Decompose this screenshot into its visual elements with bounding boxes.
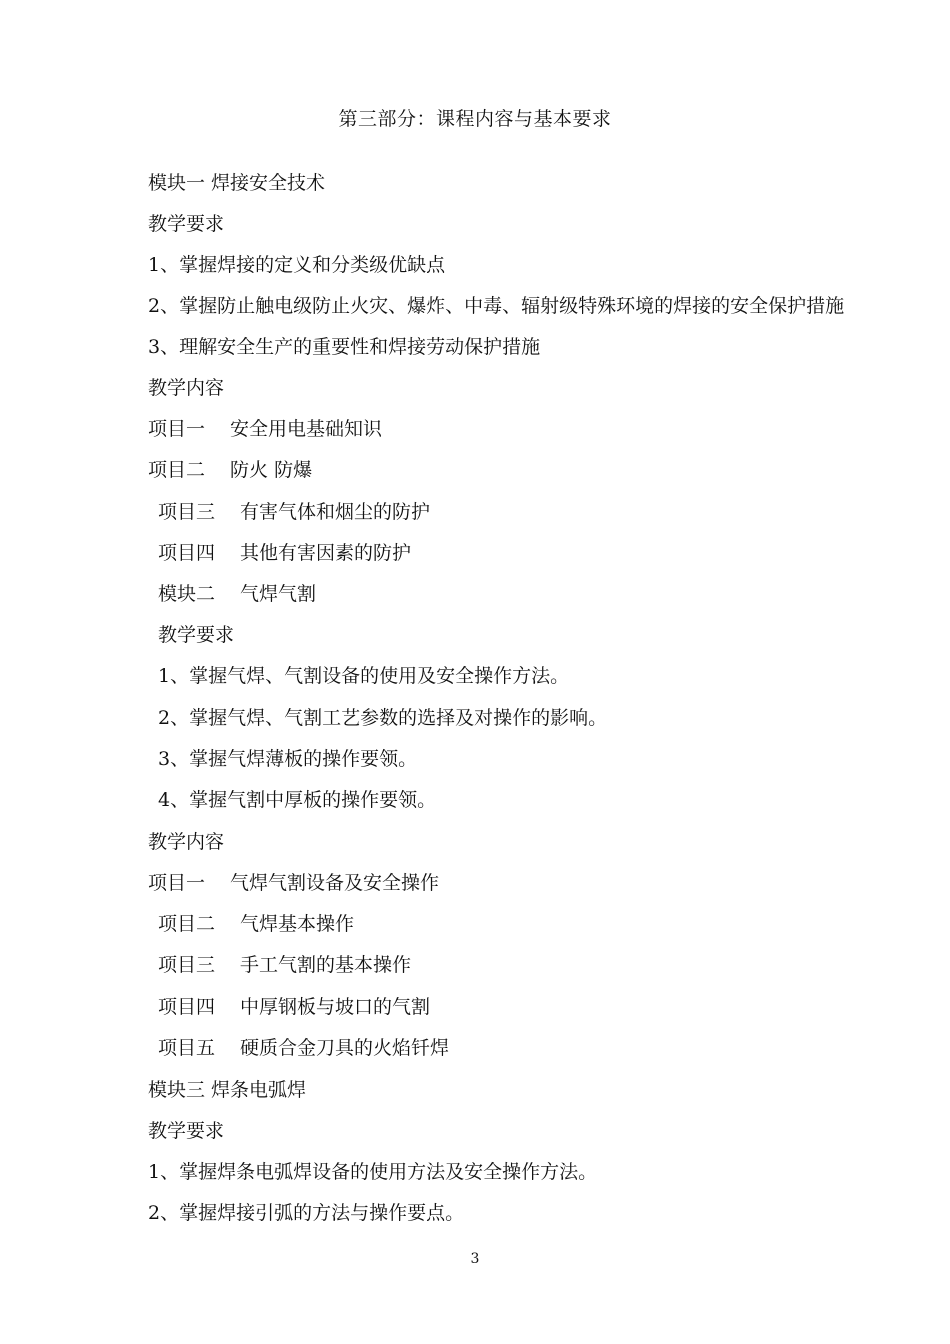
- list-item: 4、掌握气割中厚板的操作要领。: [158, 789, 437, 811]
- project-item: 项目三 有害气体和烟尘的防护: [158, 501, 431, 523]
- list-item: 3、掌握气焊薄板的操作要领。: [158, 748, 418, 770]
- module-heading: 模块一 焊接安全技术: [148, 172, 326, 194]
- project-item: 项目四 其他有害因素的防护: [158, 542, 412, 564]
- page-number: 3: [470, 1251, 480, 1267]
- subheading: 教学内容: [148, 377, 225, 399]
- project-item: 项目五 硬质合金刀具的火焰钎焊: [158, 1037, 450, 1059]
- list-item: 2、掌握气焊、气割工艺参数的选择及对操作的影响。: [158, 707, 608, 729]
- project-item: 项目一 气焊气割设备及安全操作: [148, 872, 440, 894]
- list-item: 2、掌握防止触电级防止火灾、爆炸、中毒、辐射级特殊环境的焊接的安全保护措施: [148, 295, 845, 317]
- list-item: 2、掌握焊接引弧的方法与操作要点。: [148, 1202, 465, 1224]
- list-item: 1、掌握焊条电弧焊设备的使用方法及安全操作方法。: [148, 1161, 598, 1183]
- list-item: 3、理解安全生产的重要性和焊接劳动保护措施: [148, 336, 541, 358]
- project-item: 项目二 气焊基本操作: [158, 913, 355, 935]
- subheading: 教学要求: [148, 1120, 225, 1142]
- list-item: 1、掌握气焊、气割设备的使用及安全操作方法。: [158, 665, 570, 687]
- project-item: 项目二 防火 防爆: [148, 459, 313, 481]
- project-item: 项目三 手工气割的基本操作: [158, 954, 412, 976]
- section-title: 第三部分：课程内容与基本要求: [338, 108, 612, 130]
- module-heading: 模块三 焊条电弧焊: [148, 1079, 307, 1101]
- subheading: 教学要求: [158, 624, 235, 646]
- project-item: 项目一 安全用电基础知识: [148, 418, 383, 440]
- subheading: 教学内容: [148, 831, 225, 853]
- list-item: 1、掌握焊接的定义和分类级优缺点: [148, 254, 446, 276]
- project-item: 项目四 中厚钢板与坡口的气割: [158, 996, 431, 1018]
- module-heading: 模块二 气焊气割: [158, 583, 317, 605]
- subheading: 教学要求: [148, 213, 225, 235]
